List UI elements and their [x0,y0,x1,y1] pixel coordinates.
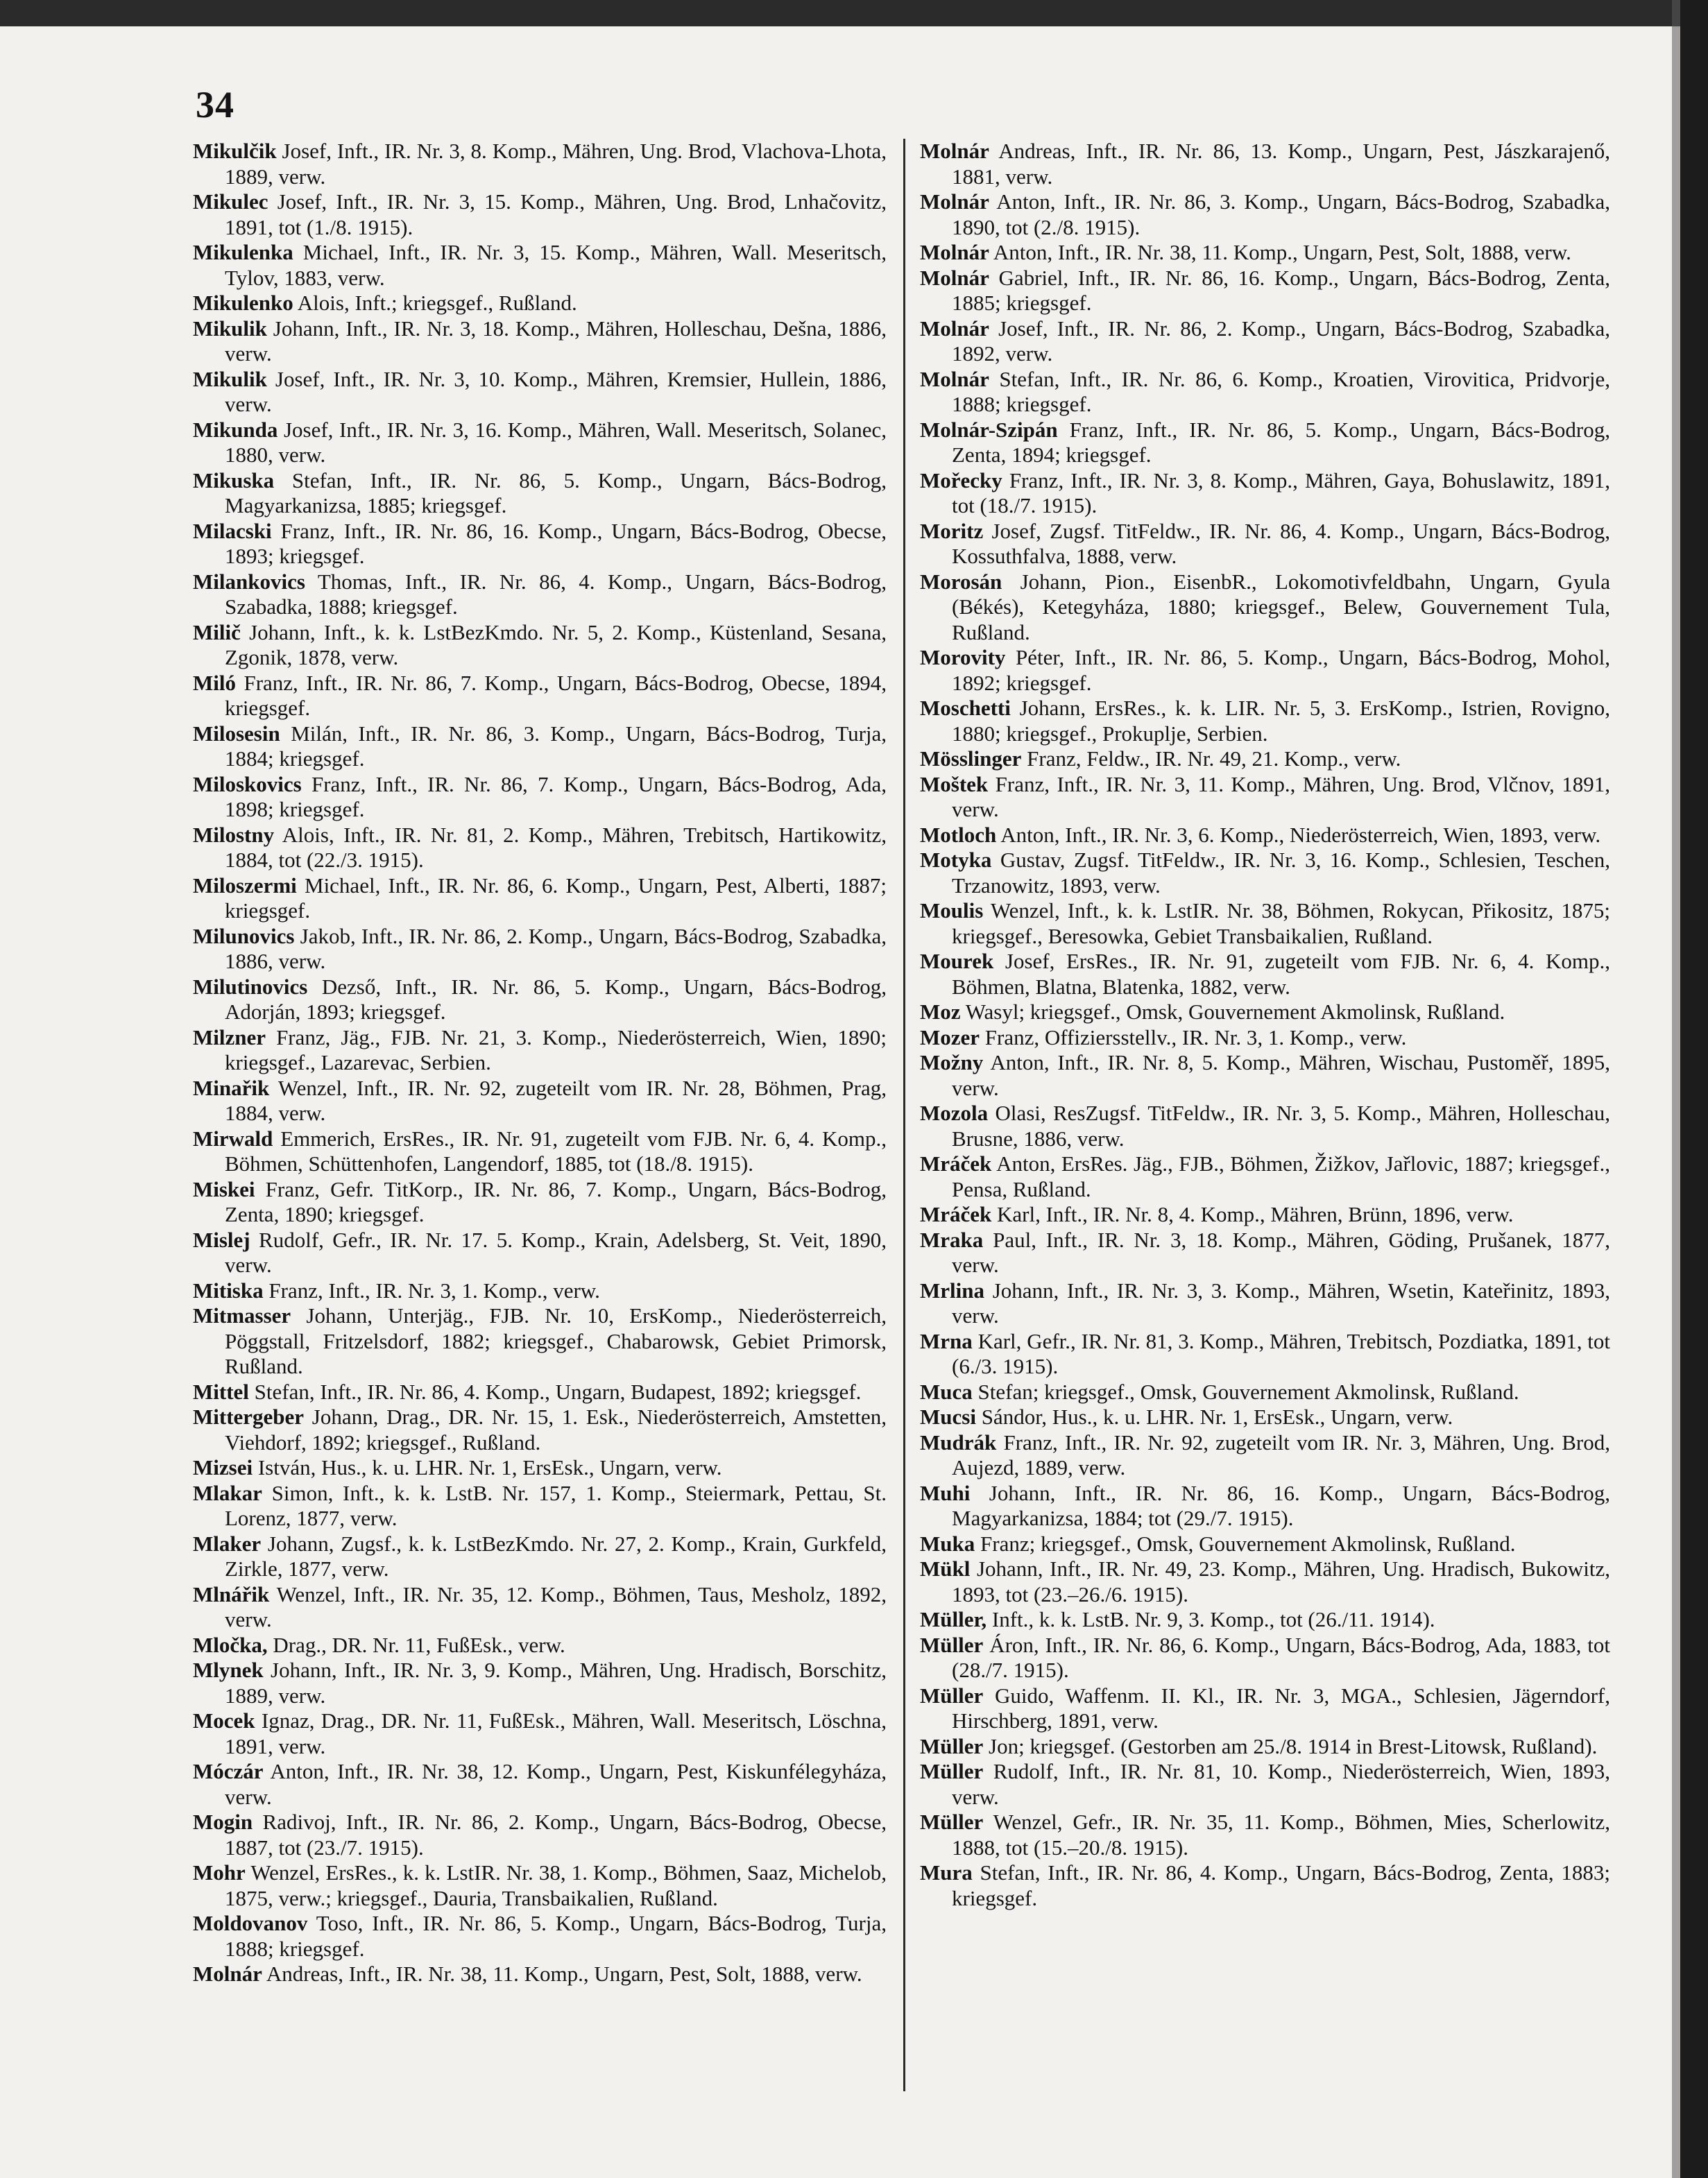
entry-surname: Molnár [920,265,989,290]
entry-surname: Mitmasser [193,1303,291,1328]
entry-surname: Mittergeber [193,1405,305,1429]
entry-surname: Mohr [193,1860,246,1885]
entry-details: Dezső, Inft., IR. Nr. 86, 5. Komp., Ungarn, Bács-Bodrog, Adorján, 1893; kriegsgef. [225,974,887,1024]
entry-surname: Mösslinger [920,746,1022,771]
scan-edge-right [1680,0,1708,2178]
entry-details: Franz, Inft., IR. Nr. 86, 5. Komp., Ungarn, Bács-Bodrog, Zenta, 1894; kriegsgef. [952,417,1610,467]
entry-details: Michael, Inft., IR. Nr. 3, 15. Komp., Mähren, Wall. Meseritsch, Tylov, 1883, verw. [225,240,887,290]
register-entry [193,1962,887,1987]
entry-surname: Milutinovics [193,974,308,999]
entry-details: Simon, Inft., k. k. LstB. Nr. 157, 1. Komp., Steiermark, Pettau, St. Lorenz, 1877, verw. [225,1480,887,1530]
entry-surname: Milankovics [193,569,305,594]
entry-details: Johann, Pion., EisenbR., Lokomotivfeldbahn, Ungarn, Gyula (Békés), Ketegyháza, 1880; kriegsgef., Belew, Gouvernement Tula, Rußland. [952,569,1611,644]
register-entry [920,1557,1610,1607]
scan-edge-shadow [1672,0,1680,2178]
register-entry [920,1860,1610,1911]
register-entry [920,1278,1610,1329]
entry-details: Karl, Inft., IR. Nr. 8, 4. Komp., Mähren, Brünn, 1896, verw. [997,1202,1514,1226]
register-entry [920,316,1610,367]
register-entry [193,1228,887,1278]
register-entry [193,1633,887,1658]
entry-surname: Mourek [920,949,994,973]
entry-details: Stefan; kriegsgef., Omsk, Gouvernement Akmolinsk, Rußland. [977,1379,1519,1404]
entry-surname: Mirwald [193,1126,273,1151]
right-column [920,139,1610,1911]
entry-details: Josef, Inft., IR. Nr. 3, 16. Komp., Mähren, Wall. Meseritsch, Solanec, 1880, verw. [225,417,887,467]
entry-surname: Mikulenko [193,291,293,315]
entry-surname: Mraka [920,1227,984,1252]
register-entry [920,772,1610,823]
register-entry [193,1481,887,1532]
entry-surname: Muka [920,1531,975,1556]
register-entry [193,721,887,772]
register-entry [193,1303,887,1380]
entry-surname: Mikulik [193,316,267,341]
entry-surname: Mucsi [920,1405,976,1429]
entry-surname: Molnár [920,189,989,214]
entry-surname: Mittel [193,1379,249,1404]
register-entry [193,671,887,721]
scan-edge-top [0,0,1708,26]
register-entry [193,1759,887,1810]
register-entry [920,848,1610,898]
register-entry [920,898,1610,949]
entry-surname: Mločka, [193,1632,268,1657]
entry-surname: Milostny [193,822,275,847]
register-entry [920,1050,1610,1101]
register-entry [920,569,1610,646]
entry-details: Johann, Drag., DR. Nr. 15, 1. Esk., Niederösterreich, Amstetten, Viehdorf, 1892; kriegsgef., Rußland. [225,1405,887,1455]
register-entry [920,1532,1610,1557]
entry-details: Franz, Offiziersstellv., IR. Nr. 3, 1. Komp., verw. [984,1024,1407,1049]
register-entry [193,873,887,924]
entry-details: Anton, Inft., IR. Nr. 38, 11. Komp., Ungarn, Pest, Solt, 1888, verw. [993,240,1571,264]
entry-surname: Mrlina [920,1278,984,1303]
entry-surname: Mráček [920,1202,992,1226]
entry-details: Wasyl; kriegsgef., Omsk, Gouvernement Akmolinsk, Rußland. [965,1000,1505,1024]
register-entry [920,189,1610,240]
entry-surname: Moz [920,1000,961,1024]
entry-surname: Mozola [920,1101,989,1125]
register-entry [193,1025,887,1076]
entry-details: Péter, Inft., IR. Nr. 86, 5. Komp., Ungarn, Bács-Bodrog, Mohol, 1892; kriegsgef. [952,645,1611,695]
entry-details: Josef, Inft., IR. Nr. 3, 15. Komp., Mähren, Ung. Brod, Lnhačovitz, 1891, tot (1./8. 1915). [225,189,887,239]
entry-details: Anton, ErsRes. Jäg., FJB., Böhmen, Žižkov, Jařlovic, 1887; kriegsgef., Pensa, Rußland. [952,1151,1610,1201]
entry-details: Wenzel, Inft., IR. Nr. 92, zugeteilt vom IR. Nr. 28, Böhmen, Prag, 1884, verw. [225,1075,887,1125]
register-entry [920,949,1610,1000]
register-entry [920,823,1610,848]
register-entry [193,1582,887,1633]
entry-details: Anton, Inft., IR. Nr. 38, 12. Komp., Ungarn, Pest, Kiskunfélegyháza, verw. [225,1759,887,1809]
register-entry [920,1633,1610,1683]
register-entry [193,975,887,1025]
entry-details: Franz, Jäg., FJB. Nr. 21, 3. Komp., Niederösterreich, Wien, 1890; kriegsgef., Lazarevac, Serbien. [225,1024,887,1074]
register-entry [193,924,887,975]
register-entry [193,367,887,418]
entry-surname: Milzner [193,1024,266,1049]
entry-details: Johann, Inft., IR. Nr. 3, 9. Komp., Mähren, Ung. Hradisch, Borschitz, 1889, verw. [225,1658,887,1708]
register-entry [193,620,887,671]
entry-details: Johann, Inft., IR. Nr. 49, 23. Komp., Mähren, Ung. Hradisch, Bukowitz, 1893, tot (23.–26./6. 1915). [952,1557,1611,1606]
entry-details: Johann, Inft., IR. Nr. 86, 16. Komp., Ungarn, Bács-Bodrog, Magyarkanizsa, 1884; tot (29./7. 1915). [952,1480,1610,1530]
entry-surname: Mikunda [193,417,278,442]
entry-details: Franz; kriegsgef., Omsk, Gouvernement Akmolinsk, Rußland. [980,1531,1516,1556]
entry-surname: Milič [193,619,241,644]
entry-details: Josef, Inft., IR. Nr. 3, 8. Komp., Mähren, Ung. Brod, Vlachova-Lhota, 1889, verw. [225,139,887,189]
entry-details: Rudolf, Gefr., IR. Nr. 17. 5. Komp., Krain, Adelsberg, St. Veit, 1890, verw. [225,1227,887,1277]
register-entry [193,569,887,620]
register-entry [920,1734,1610,1760]
register-entry [920,266,1610,316]
entry-details: Anton, Inft., IR. Nr. 3, 6. Komp., Niederösterreich, Wien, 1893, verw. [1000,822,1601,847]
entry-details: Ignaz, Drag., DR. Nr. 11, FußEsk., Mähren, Wall. Meseritsch, Löschna, 1891, verw. [225,1708,887,1758]
register-entry [920,1759,1610,1810]
entry-surname: Muca [920,1379,973,1404]
entry-details: Radivoj, Inft., IR. Nr. 86, 2. Komp., Ungarn, Bács-Bodrog, Obecse, 1887, tot (23./7. 1915). [225,1810,887,1860]
entry-surname: Mükl [920,1557,971,1581]
register-entry [193,418,887,468]
entry-surname: Mitiska [193,1278,264,1303]
entry-details: Wenzel, Inft., IR. Nr. 35, 12. Komp., Böhmen, Taus, Mesholz, 1892, verw. [225,1581,887,1631]
entry-surname: Müller, [920,1607,987,1631]
entry-details: Stefan, Inft., IR. Nr. 86, 5. Komp., Ungarn, Bács-Bodrog, Magyarkanizsa, 1885; kriegsgef. [225,468,887,517]
left-column [193,139,887,1987]
entry-details: Thomas, Inft., IR. Nr. 86, 4. Komp., Ungarn, Bács-Bodrog, Szabadka, 1888; kriegsgef. [225,569,887,619]
register-entry [920,1151,1610,1202]
entry-details: Franz, Inft., IR. Nr. 3, 8. Komp., Mähren, Gaya, Bohuslawitz, 1891, tot (18./7. 1915). [952,468,1611,517]
entry-surname: Mura [920,1860,973,1885]
entry-details: Franz, Inft., IR. Nr. 3, 11. Komp., Mähren, Ung. Brod, Vlčnov, 1891, verw. [952,771,1611,821]
register-entry [920,468,1610,519]
entry-surname: Molnár-Szipán [920,417,1058,442]
entry-surname: Miskei [193,1176,255,1201]
register-entry [193,291,887,316]
register-entry [193,189,887,240]
entry-details: Josef, Zugsf. TitFeldw., IR. Nr. 86, 4. Komp., Ungarn, Bács-Bodrog, Kossuthfalva, 1888, verw. [952,518,1610,568]
entry-surname: Mlynek [193,1658,264,1682]
register-entry [920,240,1610,266]
entry-details: Franz, Inft., IR. Nr. 92, zugeteilt vom IR. Nr. 3, Mähren, Ung. Brod, Aujezd, 1889, verw. [952,1430,1611,1480]
entry-details: Johann, Inft., k. k. LstBezKmdo. Nr. 5, 2. Komp., Küstenland, Sesana, Zgonik, 1878, verw. [225,619,887,669]
register-entry [193,1455,887,1481]
entry-details: Áron, Inft., IR. Nr. 86, 6. Komp., Ungarn, Bács-Bodrog, Ada, 1883, tot (28./7. 1915). [952,1632,1611,1682]
entry-surname: Možny [920,1050,984,1074]
entry-details: Inft., k. k. LstB. Nr. 9, 3. Komp., tot (26./11. 1914). [991,1607,1435,1631]
entry-details: Alois, Inft.; kriegsgef., Rußland. [297,291,577,315]
entry-surname: Mořecky [920,468,1002,492]
register-entry [920,1380,1610,1405]
entry-details: Franz, Inft., IR. Nr. 86, 7. Komp., Ungarn, Bács-Bodrog, Ada, 1898; kriegsgef. [225,771,887,821]
register-entry [193,1708,887,1759]
register-entry [920,1683,1610,1734]
entry-details: Alois, Inft., IR. Nr. 81, 2. Komp., Mähren, Trebitsch, Hartikowitz, 1884, tot (22./3. 1915). [225,822,887,872]
register-entry [920,1481,1610,1532]
entry-details: Jakob, Inft., IR. Nr. 86, 2. Komp., Ungarn, Bács-Bodrog, Szabadka, 1886, verw. [225,923,887,973]
entry-surname: Molnár [920,139,989,163]
register-entry [193,1380,887,1405]
entry-surname: Moštek [920,771,989,796]
register-entry [193,1810,887,1860]
entry-details: Stefan, Inft., IR. Nr. 86, 6. Komp., Kroatien, Virovitica, Pridvorje, 1888; kriegsgef. [952,366,1611,416]
entry-details: Paul, Inft., IR. Nr. 3, 18. Komp., Mähren, Göding, Prušanek, 1877, verw. [952,1227,1610,1277]
register-entry [920,367,1610,418]
entry-details: Michael, Inft., IR. Nr. 86, 6. Komp., Ungarn, Pest, Alberti, 1887; kriegsgef. [225,873,887,923]
register-entry [193,1860,887,1911]
entry-surname: Mikulčik [193,139,277,163]
entry-details: Johann, Zugsf., k. k. LstBezKmdo. Nr. 27, 2. Komp., Krain, Gurkfeld, Zirkle, 1877, verw. [225,1531,887,1581]
register-entry [920,1025,1610,1051]
entry-surname: Morovity [920,645,1006,669]
entry-details: Gabriel, Inft., IR. Nr. 86, 16. Komp., Ungarn, Bács-Bodrog, Zenta, 1885; kriegsgef. [952,265,1610,315]
entry-details: István, Hus., k. u. LHR. Nr. 1, ErsEsk., Ungarn, verw. [257,1455,722,1480]
entry-surname: Müller [920,1683,984,1708]
entry-surname: Mizsei [193,1455,253,1480]
entry-surname: Moschetti [920,696,1011,720]
entry-surname: Milunovics [193,923,295,948]
entry-details: Johann, Unterjäg., FJB. Nr. 10, ErsKomp., Niederösterreich, Pöggstall, Fritzelsdorf, 1882; kriegsgef., Chabarowsk, Gebiet Primorsk, Rußland. [225,1303,887,1378]
entry-details: Anton, Inft., IR. Nr. 8, 5. Komp., Mähren, Wischau, Pustoměř, 1895, verw. [952,1050,1610,1100]
entry-details: Milán, Inft., IR. Nr. 86, 3. Komp., Ungarn, Bács-Bodrog, Turja, 1884; kriegsgef. [225,721,887,771]
register-entry [193,1126,887,1177]
entry-surname: Mozer [920,1024,980,1049]
entry-details: Toso, Inft., IR. Nr. 86, 5. Komp., Ungarn, Bács-Bodrog, Turja, 1888; kriegsgef. [225,1911,887,1961]
entry-surname: Mogin [193,1810,253,1834]
entry-details: Johann, ErsRes., k. k. LIR. Nr. 5, 3. ErsKomp., Istrien, Rovigno, 1880; kriegsgef., Prokuplje, Serbien. [952,696,1611,746]
entry-details: Johann, Inft., IR. Nr. 3, 3. Komp., Mähren, Wsetin, Kateřinitz, 1893, verw. [952,1278,1610,1328]
entry-surname: Milosesin [193,721,280,746]
entry-surname: Mocek [193,1708,255,1733]
entry-surname: Mlnářik [193,1581,270,1606]
entry-details: Karl, Gefr., IR. Nr. 81, 3. Komp., Mähren, Trebitsch, Pozdiatka, 1891, tot (6./3. 1915). [952,1328,1610,1378]
entry-surname: Mlaker [193,1531,262,1556]
entry-surname: Motyka [920,848,992,872]
entry-details: Anton, Inft., IR. Nr. 86, 3. Komp., Ungarn, Bács-Bodrog, Szabadka, 1890, tot (2./8. 1915). [952,189,1611,239]
entry-details: Rudolf, Inft., IR. Nr. 81, 10. Komp., Niederösterreich, Wien, 1893, verw. [952,1759,1610,1809]
entry-details: Olasi, ResZugsf. TitFeldw., IR. Nr. 3, 5. Komp., Mähren, Holleschau, Brusne, 1886, verw. [952,1101,1610,1151]
entry-surname: Minařik [193,1075,270,1100]
entry-details: Sándor, Hus., k. u. LHR. Nr. 1, ErsEsk., Ungarn, verw. [981,1405,1453,1429]
entry-details: Gustav, Zugsf. TitFeldw., IR. Nr. 3, 16. Komp., Schlesien, Teschen, Trzanowitz, 1893, verw. [952,848,1611,898]
entry-surname: Moritz [920,518,984,543]
entry-details: Franz, Inft., IR. Nr. 86, 7. Komp., Ungarn, Bács-Bodrog, Obecse, 1894, kriegsgef. [225,670,887,720]
entry-details: Emmerich, ErsRes., IR. Nr. 91, zugeteilt vom FJB. Nr. 6, 4. Komp., Böhmen, Schüttenhofen, Langendorf, 1885, tot (18./8. 1915). [225,1126,887,1176]
entry-details: Stefan, Inft., IR. Nr. 86, 4. Komp., Ungarn, Budapest, 1892; kriegsgef. [254,1379,862,1404]
register-entry [193,1532,887,1582]
register-entry [193,316,887,367]
entry-details: Drag., DR. Nr. 11, FußEsk., verw. [273,1632,565,1657]
register-entry [920,746,1610,772]
entry-surname: Molnár [920,366,989,391]
page-number: 34 [196,84,234,126]
entry-surname: Mikulik [193,366,267,391]
register-entry [920,1405,1610,1430]
register-entry [920,1607,1610,1633]
entry-details: Jon; kriegsgef. (Gestorben am 25./8. 1914 in Brest-Litowsk, Rußland). [989,1733,1598,1758]
entry-surname: Miloskovics [193,771,302,796]
register-entry [920,1202,1610,1228]
entry-surname: Mikuska [193,468,275,492]
register-entry [920,139,1610,189]
register-entry [193,139,887,189]
entry-surname: Milacski [193,518,272,543]
register-entry [193,240,887,291]
entry-details: Franz, Gefr. TitKorp., IR. Nr. 86, 7. Komp., Ungarn, Bács-Bodrog, Zenta, 1890; kriegsgef. [225,1176,887,1226]
column-divider [903,139,905,2091]
entry-details: Josef, Inft., IR. Nr. 3, 10. Komp., Mähren, Kremsier, Hullein, 1886, verw. [225,366,887,416]
entry-details: Franz, Inft., IR. Nr. 86, 16. Komp., Ungarn, Bács-Bodrog, Obecse, 1893; kriegsgef. [225,518,887,568]
register-entry [920,1329,1610,1380]
entry-details: Stefan, Inft., IR. Nr. 86, 4. Komp., Ungarn, Bács-Bodrog, Zenta, 1883; kriegsgef. [952,1860,1611,1910]
entry-surname: Molnár [920,240,989,264]
register-entry [920,418,1610,468]
entry-surname: Müller [920,1733,984,1758]
register-entry [193,468,887,519]
entry-details: Andreas, Inft., IR. Nr. 86, 13. Komp., Ungarn, Pest, Jászkarajenő, 1881, verw. [952,139,1610,189]
entry-details: Wenzel, Inft., k. k. LstIR. Nr. 38, Böhmen, Rokycan, Přikositz, 1875; kriegsgef., Beresowka, Gebiet Transbaikalien, Rußland. [952,898,1610,948]
entry-surname: Mrna [920,1328,973,1353]
register-entry [193,823,887,873]
register-entry [193,772,887,823]
register-entry [920,1101,1610,1151]
register-entry [920,1228,1610,1278]
entry-details: Franz, Inft., IR. Nr. 3, 1. Komp., verw. [268,1278,600,1303]
register-entry [920,519,1610,569]
entry-details: Wenzel, ErsRes., k. k. LstIR. Nr. 38, 1. Komp., Böhmen, Saaz, Michelob, 1875, verw.; kriegsgef., Dauria, Transbaikalien, Rußland. [225,1860,887,1910]
entry-surname: Müller [920,1759,984,1783]
entry-surname: Mráček [920,1151,992,1176]
register-entry [920,1000,1610,1025]
register-entry [193,1405,887,1455]
entry-surname: Mislej [193,1227,250,1252]
entry-surname: Molnár [193,1962,262,1986]
entry-details: Josef, Inft., IR. Nr. 86, 2. Komp., Ungarn, Bács-Bodrog, Szabadka, 1892, verw. [952,316,1610,366]
entry-details: Guido, Waffenm. II. Kl., IR. Nr. 3, MGA., Schlesien, Jägerndorf, Hirschberg, 1891, verw. [952,1683,1611,1733]
entry-surname: Muhi [920,1480,971,1505]
entry-surname: Móczár [193,1759,264,1783]
entry-surname: Mudrák [920,1430,997,1455]
register-entry [920,1430,1610,1481]
entry-details: Franz, Feldw., IR. Nr. 49, 21. Komp., verw. [1027,746,1401,771]
entry-details: Andreas, Inft., IR. Nr. 38, 11. Komp., Ungarn, Pest, Solt, 1888, verw. [266,1962,862,1986]
register-entry [193,1076,887,1126]
entry-details: Wenzel, Gefr., IR. Nr. 35, 11. Komp., Böhmen, Mies, Scherlowitz, 1888, tot (15.–20./8. 1915). [952,1810,1610,1860]
register-entry [920,1810,1610,1860]
entry-surname: Mlakar [193,1480,262,1505]
register-entry [193,1177,887,1228]
entry-surname: Molnár [920,316,989,341]
register-entry [193,1911,887,1962]
entry-surname: Motloch [920,822,997,847]
entry-surname: Miloszermi [193,873,297,898]
register-entry [920,645,1610,696]
register-entry [920,696,1610,746]
register-entry [193,1658,887,1708]
entry-details: Johann, Inft., IR. Nr. 3, 18. Komp., Mähren, Holleschau, Dešna, 1886, verw. [225,316,887,366]
register-entry [193,1278,887,1304]
entry-surname: Moldovanov [193,1911,308,1935]
entry-details: Josef, ErsRes., IR. Nr. 91, zugeteilt vom FJB. Nr. 6, 4. Komp., Böhmen, Blatna, Blatenka, 1882, verw. [952,949,1611,999]
register-entry [193,519,887,569]
entry-surname: Morosán [920,569,1002,594]
entry-surname: Müller [920,1632,984,1657]
entry-surname: Mikulenka [193,240,293,264]
entry-surname: Moulis [920,898,984,923]
entry-surname: Miló [193,670,236,695]
entry-surname: Mikulec [193,189,268,214]
entry-surname: Müller [920,1810,984,1834]
